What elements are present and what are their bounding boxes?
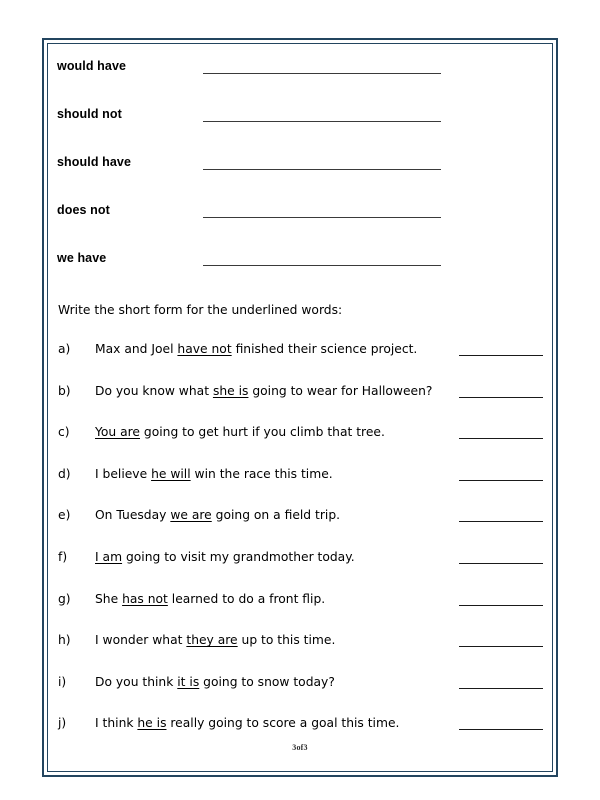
underlined-words: they are bbox=[186, 633, 238, 648]
term-row bbox=[48, 154, 552, 178]
sentence-before-underline: Max and Joel bbox=[95, 342, 178, 356]
term-label: does not bbox=[57, 203, 110, 217]
question-letter: b) bbox=[58, 383, 71, 398]
sentence-after-underline: win the race this time. bbox=[190, 466, 333, 481]
term-answer-blank[interactable] bbox=[203, 73, 441, 74]
worksheet-content bbox=[48, 44, 552, 771]
sentence-after-underline: going to get hurt if you climb that tree. bbox=[140, 425, 385, 440]
question-answer-blank[interactable] bbox=[459, 605, 543, 606]
term-label: would have bbox=[57, 59, 127, 73]
question-letter: f) bbox=[58, 550, 68, 564]
term-row bbox=[48, 106, 552, 130]
question-sentence bbox=[95, 674, 335, 690]
sentence-after-underline: going to wear for Halloween? bbox=[248, 383, 433, 398]
question-row bbox=[48, 674, 552, 696]
question-row bbox=[48, 383, 552, 405]
sentence-before-underline: Do you know what bbox=[95, 383, 213, 398]
question-answer-blank[interactable] bbox=[459, 521, 543, 522]
sentence-after-underline: learned to do a front flip. bbox=[167, 591, 326, 606]
sentence-after-underline: up to this time. bbox=[237, 633, 336, 648]
question-sentence bbox=[95, 715, 399, 731]
question-row bbox=[48, 507, 552, 529]
underlined-words: have not bbox=[177, 342, 232, 356]
underlined-words: he will bbox=[151, 466, 191, 481]
question-sentence bbox=[95, 341, 417, 357]
question-letter: c) bbox=[58, 425, 70, 440]
underlined-words: You are bbox=[95, 425, 140, 440]
term-label: should not bbox=[57, 107, 122, 121]
worksheet-frame bbox=[42, 38, 558, 777]
question-answer-blank[interactable] bbox=[459, 480, 543, 481]
question-answer-blank[interactable] bbox=[459, 729, 543, 730]
sentence-before-underline: I wonder what bbox=[95, 633, 187, 648]
sentence-before-underline: On Tuesday bbox=[95, 508, 171, 523]
question-letter: a) bbox=[58, 342, 71, 356]
term-answer-blank[interactable] bbox=[203, 265, 441, 266]
question-row bbox=[48, 424, 552, 446]
sentence-after-underline: going to visit my grandmother today. bbox=[122, 550, 355, 564]
question-row bbox=[48, 341, 552, 363]
sentence-before-underline: I believe bbox=[95, 466, 152, 481]
question-sentence bbox=[95, 549, 355, 565]
question-sentence bbox=[95, 591, 325, 607]
question-letter: j) bbox=[58, 716, 67, 731]
instruction-text: Write the short form for the underlined words: bbox=[58, 303, 343, 317]
question-sentence bbox=[95, 466, 333, 482]
underlined-words: has not bbox=[122, 591, 168, 606]
underlined-words: he is bbox=[137, 716, 167, 731]
question-answer-blank[interactable] bbox=[459, 397, 543, 398]
question-row bbox=[48, 549, 552, 571]
page-number-footer: 3of3 bbox=[292, 743, 308, 752]
term-row bbox=[48, 250, 552, 274]
underlined-words: it is bbox=[177, 674, 200, 689]
question-row bbox=[48, 466, 552, 488]
term-label: we have bbox=[57, 251, 107, 265]
sentence-before-underline: Do you think bbox=[95, 674, 178, 689]
underlined-words: she is bbox=[212, 383, 249, 398]
question-answer-blank[interactable] bbox=[459, 355, 543, 356]
sentence-after-underline: really going to score a goal this time. bbox=[166, 716, 400, 731]
question-answer-blank[interactable] bbox=[459, 688, 543, 689]
sentence-before-underline: I think bbox=[95, 716, 138, 731]
sentence-after-underline: going to snow today? bbox=[199, 674, 335, 689]
question-row bbox=[48, 591, 552, 613]
term-answer-blank[interactable] bbox=[203, 169, 441, 170]
question-answer-blank[interactable] bbox=[459, 646, 543, 647]
underlined-words: I am bbox=[95, 550, 123, 564]
question-sentence bbox=[95, 424, 385, 440]
question-letter: g) bbox=[58, 591, 71, 606]
question-answer-blank[interactable] bbox=[459, 563, 543, 564]
sentence-after-underline: finished their science project. bbox=[231, 342, 418, 356]
question-letter: e) bbox=[58, 508, 71, 523]
question-letter: i) bbox=[58, 674, 67, 689]
question-sentence bbox=[95, 507, 340, 523]
term-answer-blank[interactable] bbox=[203, 217, 441, 218]
sentence-after-underline: going on a field trip. bbox=[211, 508, 341, 523]
question-sentence bbox=[95, 632, 335, 648]
worksheet-frame-inner-rule bbox=[47, 43, 553, 772]
term-row bbox=[48, 202, 552, 226]
question-answer-blank[interactable] bbox=[459, 438, 543, 439]
question-letter: h) bbox=[58, 633, 71, 648]
term-answer-blank[interactable] bbox=[203, 121, 441, 122]
question-row bbox=[48, 632, 552, 654]
question-letter: d) bbox=[58, 466, 71, 481]
question-row bbox=[48, 715, 552, 737]
sentence-before-underline: She bbox=[95, 591, 123, 606]
term-label: should have bbox=[57, 155, 132, 169]
question-sentence bbox=[95, 383, 432, 399]
term-row bbox=[48, 58, 552, 82]
underlined-words: we are bbox=[170, 508, 212, 523]
